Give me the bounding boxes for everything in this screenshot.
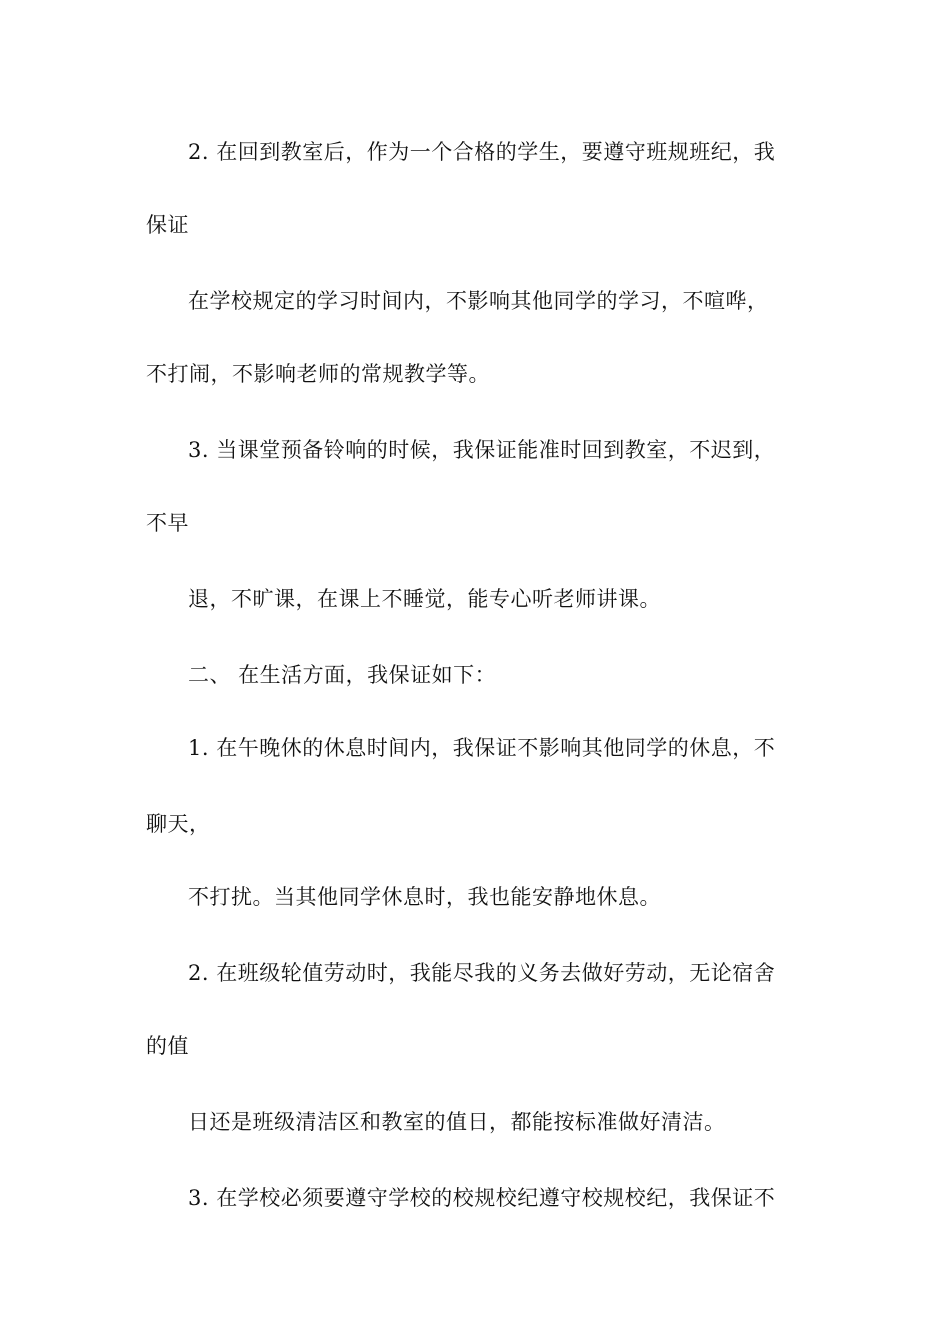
- paragraph-line: 退，不旷课，在课上不睡觉，能专心听老师讲课。: [188, 587, 661, 611]
- paragraph-line: 日还是班级清洁区和教室的值日，都能按标准做好清洁。: [188, 1110, 726, 1134]
- paragraph-line: 3. 在学校必须要遵守学校的校规校纪遵守校规校纪，我保证不: [188, 1186, 776, 1210]
- paragraph-line: 不打闹，不影响老师的常规教学等。: [146, 362, 490, 386]
- section-heading: 二、 在生活方面，我保证如下：: [188, 663, 497, 687]
- paragraph-line: 1. 在午晚休的休息时间内，我保证不影响其他同学的休息，不: [188, 736, 776, 760]
- paragraph-line: 2. 在班级轮值劳动时，我能尽我的义务去做好劳动，无论宿舍: [188, 961, 776, 985]
- paragraph-line: 在学校规定的学习时间内，不影响其他同学的学习，不喧哗，: [188, 289, 769, 313]
- paragraph-line: 不早: [146, 511, 189, 535]
- paragraph-line: 3. 当课堂预备铃响的时候，我保证能准时回到教室，不迟到，: [188, 438, 776, 462]
- paragraph-line: 2. 在回到教室后，作为一个合格的学生，要遵守班规班纪，我: [188, 140, 776, 164]
- paragraph-line: 保证: [146, 213, 189, 237]
- paragraph-line: 的值: [146, 1034, 189, 1058]
- paragraph-line: 聊天，: [146, 812, 211, 836]
- paragraph-line: 不打扰。当其他同学休息时，我也能安静地休息。: [188, 885, 661, 909]
